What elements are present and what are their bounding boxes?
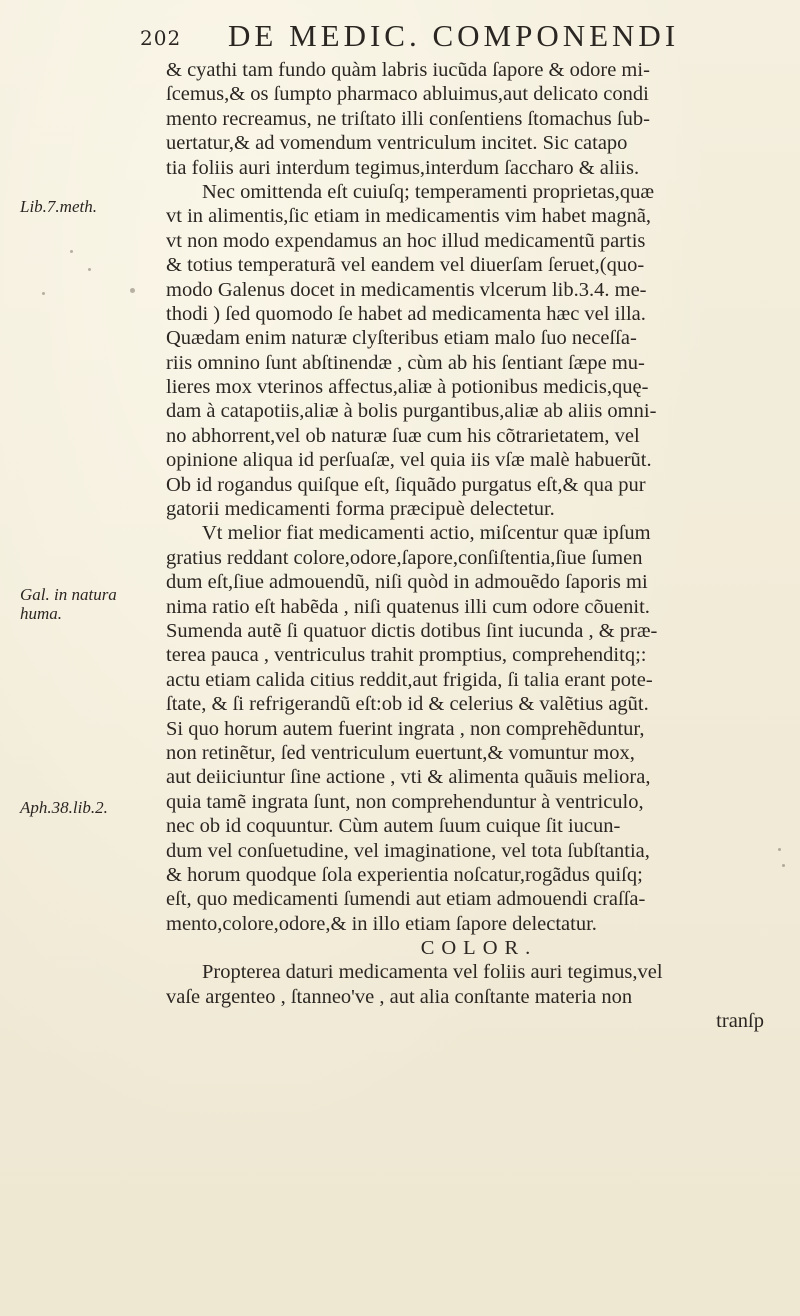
text-line: Propterea daturi medicamenta vel foliis auri tegimus,vel bbox=[202, 961, 663, 984]
text-line: dum eſt,ſiue admouendũ, niſi quòd in admouẽdo ſaporis mi bbox=[166, 571, 648, 594]
paper-speck bbox=[70, 250, 73, 253]
text-line: riis omnino ſunt abſtinendæ , cùm ab his ſentiant ſæpe mu- bbox=[166, 351, 645, 374]
text-line: Nec omittenda eſt cuiuſq; temperamenti proprietas,quæ bbox=[202, 180, 655, 203]
text-line: vt in alimentis,ſic etiam in medicamentis vim habet magnã, bbox=[166, 205, 652, 228]
text-line: vaſe argenteo , ſtanneo've , aut alia conſtante materia non bbox=[166, 985, 633, 1008]
text-line: & cyathi tam fundo quàm labris iucũda ſapore & odore mi- bbox=[166, 59, 650, 81]
text-line: Sumenda autẽ ſi quatuor dictis dotibus ſint iucunda , & præ- bbox=[166, 619, 658, 642]
text-line: dum vel conſuetudine, vel imaginatione, vel tota ſubſtantia, bbox=[166, 839, 650, 862]
text-line: thodi ) ſed quomodo ſe habet ad medicamenta hæc vel illa. bbox=[166, 302, 646, 325]
margin-note-3 bbox=[20, 798, 165, 817]
text-line: uertatur,& ad vomendum ventriculum incitet. Sic catapo bbox=[166, 132, 628, 155]
paper-speck bbox=[782, 864, 785, 867]
text-line: tia foliis auri interdum tegimus,interdum ſaccharo & aliis. bbox=[166, 156, 640, 179]
paper-speck bbox=[42, 292, 45, 295]
text-line: nec ob id coquuntur. Cùm autem ſuum cuique ſit iucun- bbox=[166, 815, 621, 838]
text-line: quia tamẽ ingrata ſunt, non comprehenduntur à ventriculo, bbox=[166, 790, 644, 813]
running-title: DE MEDIC. COMPONENDI bbox=[228, 18, 680, 53]
running-head bbox=[140, 18, 780, 58]
paper-speck bbox=[778, 848, 781, 851]
catchword: tranſp bbox=[716, 1010, 764, 1033]
text-line: Ob id rogandus quiſque eſt, ſiquãdo purgatus eſt,& qua pur bbox=[166, 473, 646, 496]
text-line: mento,colore,odore,& in illo etiam ſapore delectatur. bbox=[166, 912, 597, 935]
text-line: & totius temperaturã vel eandem vel diuerſam ſeruet,(quo- bbox=[166, 254, 645, 277]
text-line: lieres mox vterinos affectus,aliæ à potionibus medicis,quę- bbox=[166, 376, 649, 399]
text-line: dam à catapotiis,aliæ à bolis purgantibus,aliæ ab aliis omni- bbox=[166, 400, 657, 423]
text-line: & horum quodque ſola experientia noſcatur,rogãdus quiſq; bbox=[166, 863, 643, 886]
margin-note-line: Gal. in natura bbox=[20, 585, 117, 604]
margin-note-1 bbox=[20, 197, 165, 216]
text-line: gratius reddant colore,odore,ſapore,conſiſtentia,ſiue ſumen bbox=[166, 546, 643, 569]
text-line: gatorii medicamenti forma præcipuè delectetur. bbox=[166, 498, 555, 521]
text-line: Vt melior fiat medicamenti actio, miſcentur quæ ipſum bbox=[202, 522, 651, 545]
text-line: eſt, quo medicamenti ſumendi aut etiam admouendi craſſa- bbox=[166, 888, 646, 911]
text-line: vt non modo expendamus an hoc illud medicamentũ partis bbox=[166, 229, 646, 252]
text-line: modo Galenus docet in medicamentis vlcerum lib.3.4. me- bbox=[166, 278, 647, 301]
text-line: opinione aliqua id perſuaſæ, vel quia iis vſæ malè habuerũt. bbox=[166, 449, 652, 472]
text-line: no abhorrent,vel ob naturæ ſuæ cum his cõtrarietatem, vel bbox=[166, 424, 640, 447]
margin-note-line: huma. bbox=[20, 604, 63, 623]
page-number: 202 bbox=[140, 26, 182, 50]
text-line: nima ratio eſt habẽda , niſi quatenus illi cum odore cõuenit. bbox=[166, 595, 650, 618]
margin-note-line: Aph.38.lib.2. bbox=[20, 798, 108, 817]
text-line: ſcemus,& os ſumpto pharmaco abluimus,aut delicato condi bbox=[166, 83, 649, 106]
margin-note-2 bbox=[20, 585, 165, 623]
text-line: terea pauca , ventriculus trahit promptius, comprehenditq;: bbox=[166, 644, 647, 667]
text-line: non retinẽtur, ſed ventriculum euertunt,& vomuntur mox, bbox=[166, 741, 635, 764]
text-line: Quædam enim naturæ clyſteribus etiam malo ſuo neceſſa- bbox=[166, 327, 637, 350]
text-line: actu etiam calida citius reddit,aut frigida, ſi talia erant pote- bbox=[166, 668, 653, 691]
body-text bbox=[166, 58, 772, 1034]
text-line: Si quo horum autem fuerint ingrata , non comprehẽduntur, bbox=[166, 717, 645, 740]
paper-speck bbox=[130, 288, 135, 293]
text-line: ſtate, & ſi refrigerandũ eſt:ob id & celerius & valẽtius agũt. bbox=[166, 693, 649, 716]
paper-speck bbox=[88, 268, 91, 271]
margin-note-line: Lib.7.meth. bbox=[20, 197, 97, 216]
text-line: mento recreamus, ne triſtato illi conſentiens ſtomachus ſub- bbox=[166, 107, 650, 130]
text-line: aut deiiciuntur ſine actione , vti & alimenta quãuis meliora, bbox=[166, 766, 651, 789]
section-heading: COLOR. bbox=[420, 937, 538, 960]
